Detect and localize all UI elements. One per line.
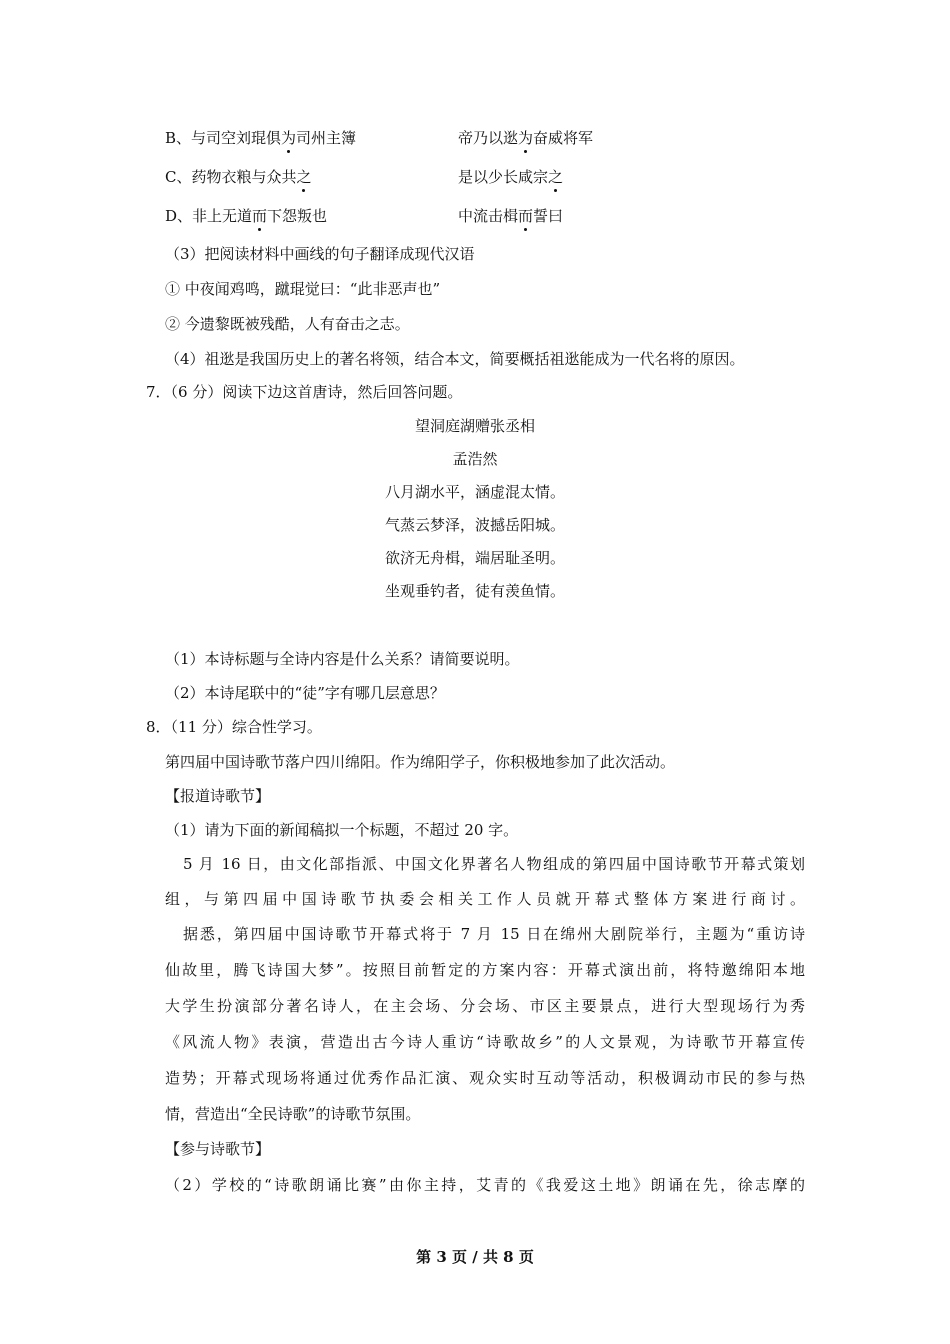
page-footer: 第 3 页 / 共 8 页 (416, 1248, 534, 1266)
emphasis-dot-char: 之 (296, 168, 312, 186)
news-line: 仙故里，腾飞诗国大梦”。按照目前暂定的方案内容：开幕式演出前，将特邀绵阳本地 (165, 961, 805, 979)
q6-3-prompt: （3）把阅读材料中画线的句子翻译成现代汉语 (165, 245, 475, 263)
poem-line: 欲济无舟楫，端居耻圣明。 (384, 549, 565, 567)
section-heading-report: 【报道诗歌节】 (165, 787, 271, 805)
emphasis-dot-char: 而 (252, 207, 268, 225)
q8-heading: 8．（11 分）综合性学习。 (146, 718, 322, 736)
q7-heading: 7．（6 分）阅读下边这首唐诗，然后回答问题。 (146, 383, 463, 401)
news-line: 大学生扮演部分著名诗人，在主会场、分会场、市区主要景点，进行大型现场行为秀 (165, 997, 805, 1015)
q8-1-prompt: （1）请为下面的新闻稿拟一个标题，不超过 20 字。 (165, 821, 519, 839)
emphasis-dot-char: 而 (518, 207, 534, 225)
q6-3-sentence-2: ② 今遗黎既被残酷，人有奋击之志。 (165, 315, 410, 333)
option-d-left: D、非上无道而下怨叛也 (165, 207, 328, 225)
news-line: 《风流人物》表演，营造出古今诗人重访“诗歌故乡”的人文景观，为诗歌节开幕宣传 (165, 1033, 805, 1051)
news-line: 情，营造出“全民诗歌”的诗歌节氛围。 (165, 1105, 421, 1123)
poem-line: 坐观垂钓者，徒有羡鱼情。 (384, 582, 565, 600)
section-heading-participate: 【参与诗歌节】 (165, 1140, 271, 1158)
q6-4-prompt: （4）祖逖是我国历史上的著名将领，结合本文，简要概括祖逖能成为一代名将的原因。 (165, 350, 745, 368)
q8-2-prompt: （2）学校的“诗歌朗诵比赛”由你主持，艾青的《我爱这土地》朗诵在先，徐志摩的 (165, 1176, 805, 1194)
option-c-right: 是以少长咸宗之 (458, 168, 564, 186)
poem-line: 气蒸云梦泽，波撼岳阳城。 (384, 516, 565, 534)
news-line: 据悉，第四届中国诗歌节开幕式将于 7 月 15 日在绵州大剧院举行，主题为“重访诗 (183, 925, 805, 943)
q7-2-prompt: （2）本诗尾联中的“徒”字有哪几层意思？ (165, 684, 445, 702)
poem-author: 孟浩然 (452, 450, 498, 468)
news-line: 5 月 16 日，由文化部指派、中国文化界著名人物组成的第四届中国诗歌节开幕式策划 (183, 855, 805, 873)
option-b-left: B、与司空刘琨俱为司州主簿 (165, 129, 357, 147)
news-line: 造势；开幕式现场将通过优秀作品汇演、观众实时互动等活动，积极调动市民的参与热 (165, 1069, 805, 1087)
emphasis-dot-char: 为 (518, 129, 534, 147)
poem-title: 望洞庭湖赠张丞相 (414, 417, 535, 435)
q6-3-sentence-1: ① 中夜闻鸡鸣，蹴琨觉曰：“此非恶声也” (165, 280, 441, 298)
emphasis-dot-char: 之 (548, 168, 564, 186)
option-c-left: C、药物衣粮与众共之 (165, 168, 312, 186)
poem-line: 八月湖水平，涵虚混太情。 (384, 483, 565, 501)
q7-1-prompt: （1）本诗标题与全诗内容是什么关系？请简要说明。 (165, 650, 520, 668)
q8-intro: 第四届中国诗歌节落户四川绵阳。作为绵阳学子，你积极地参加了此次活动。 (165, 753, 676, 771)
option-d-right: 中流击楫而誓曰 (458, 207, 564, 225)
emphasis-dot-char: 为 (281, 129, 297, 147)
news-line: 组，与第四届中国诗歌节执委会相关工作人员就开幕式整体方案进行商讨。 (165, 890, 805, 908)
option-b-right: 帝乃以逖为奋威将军 (458, 129, 594, 147)
